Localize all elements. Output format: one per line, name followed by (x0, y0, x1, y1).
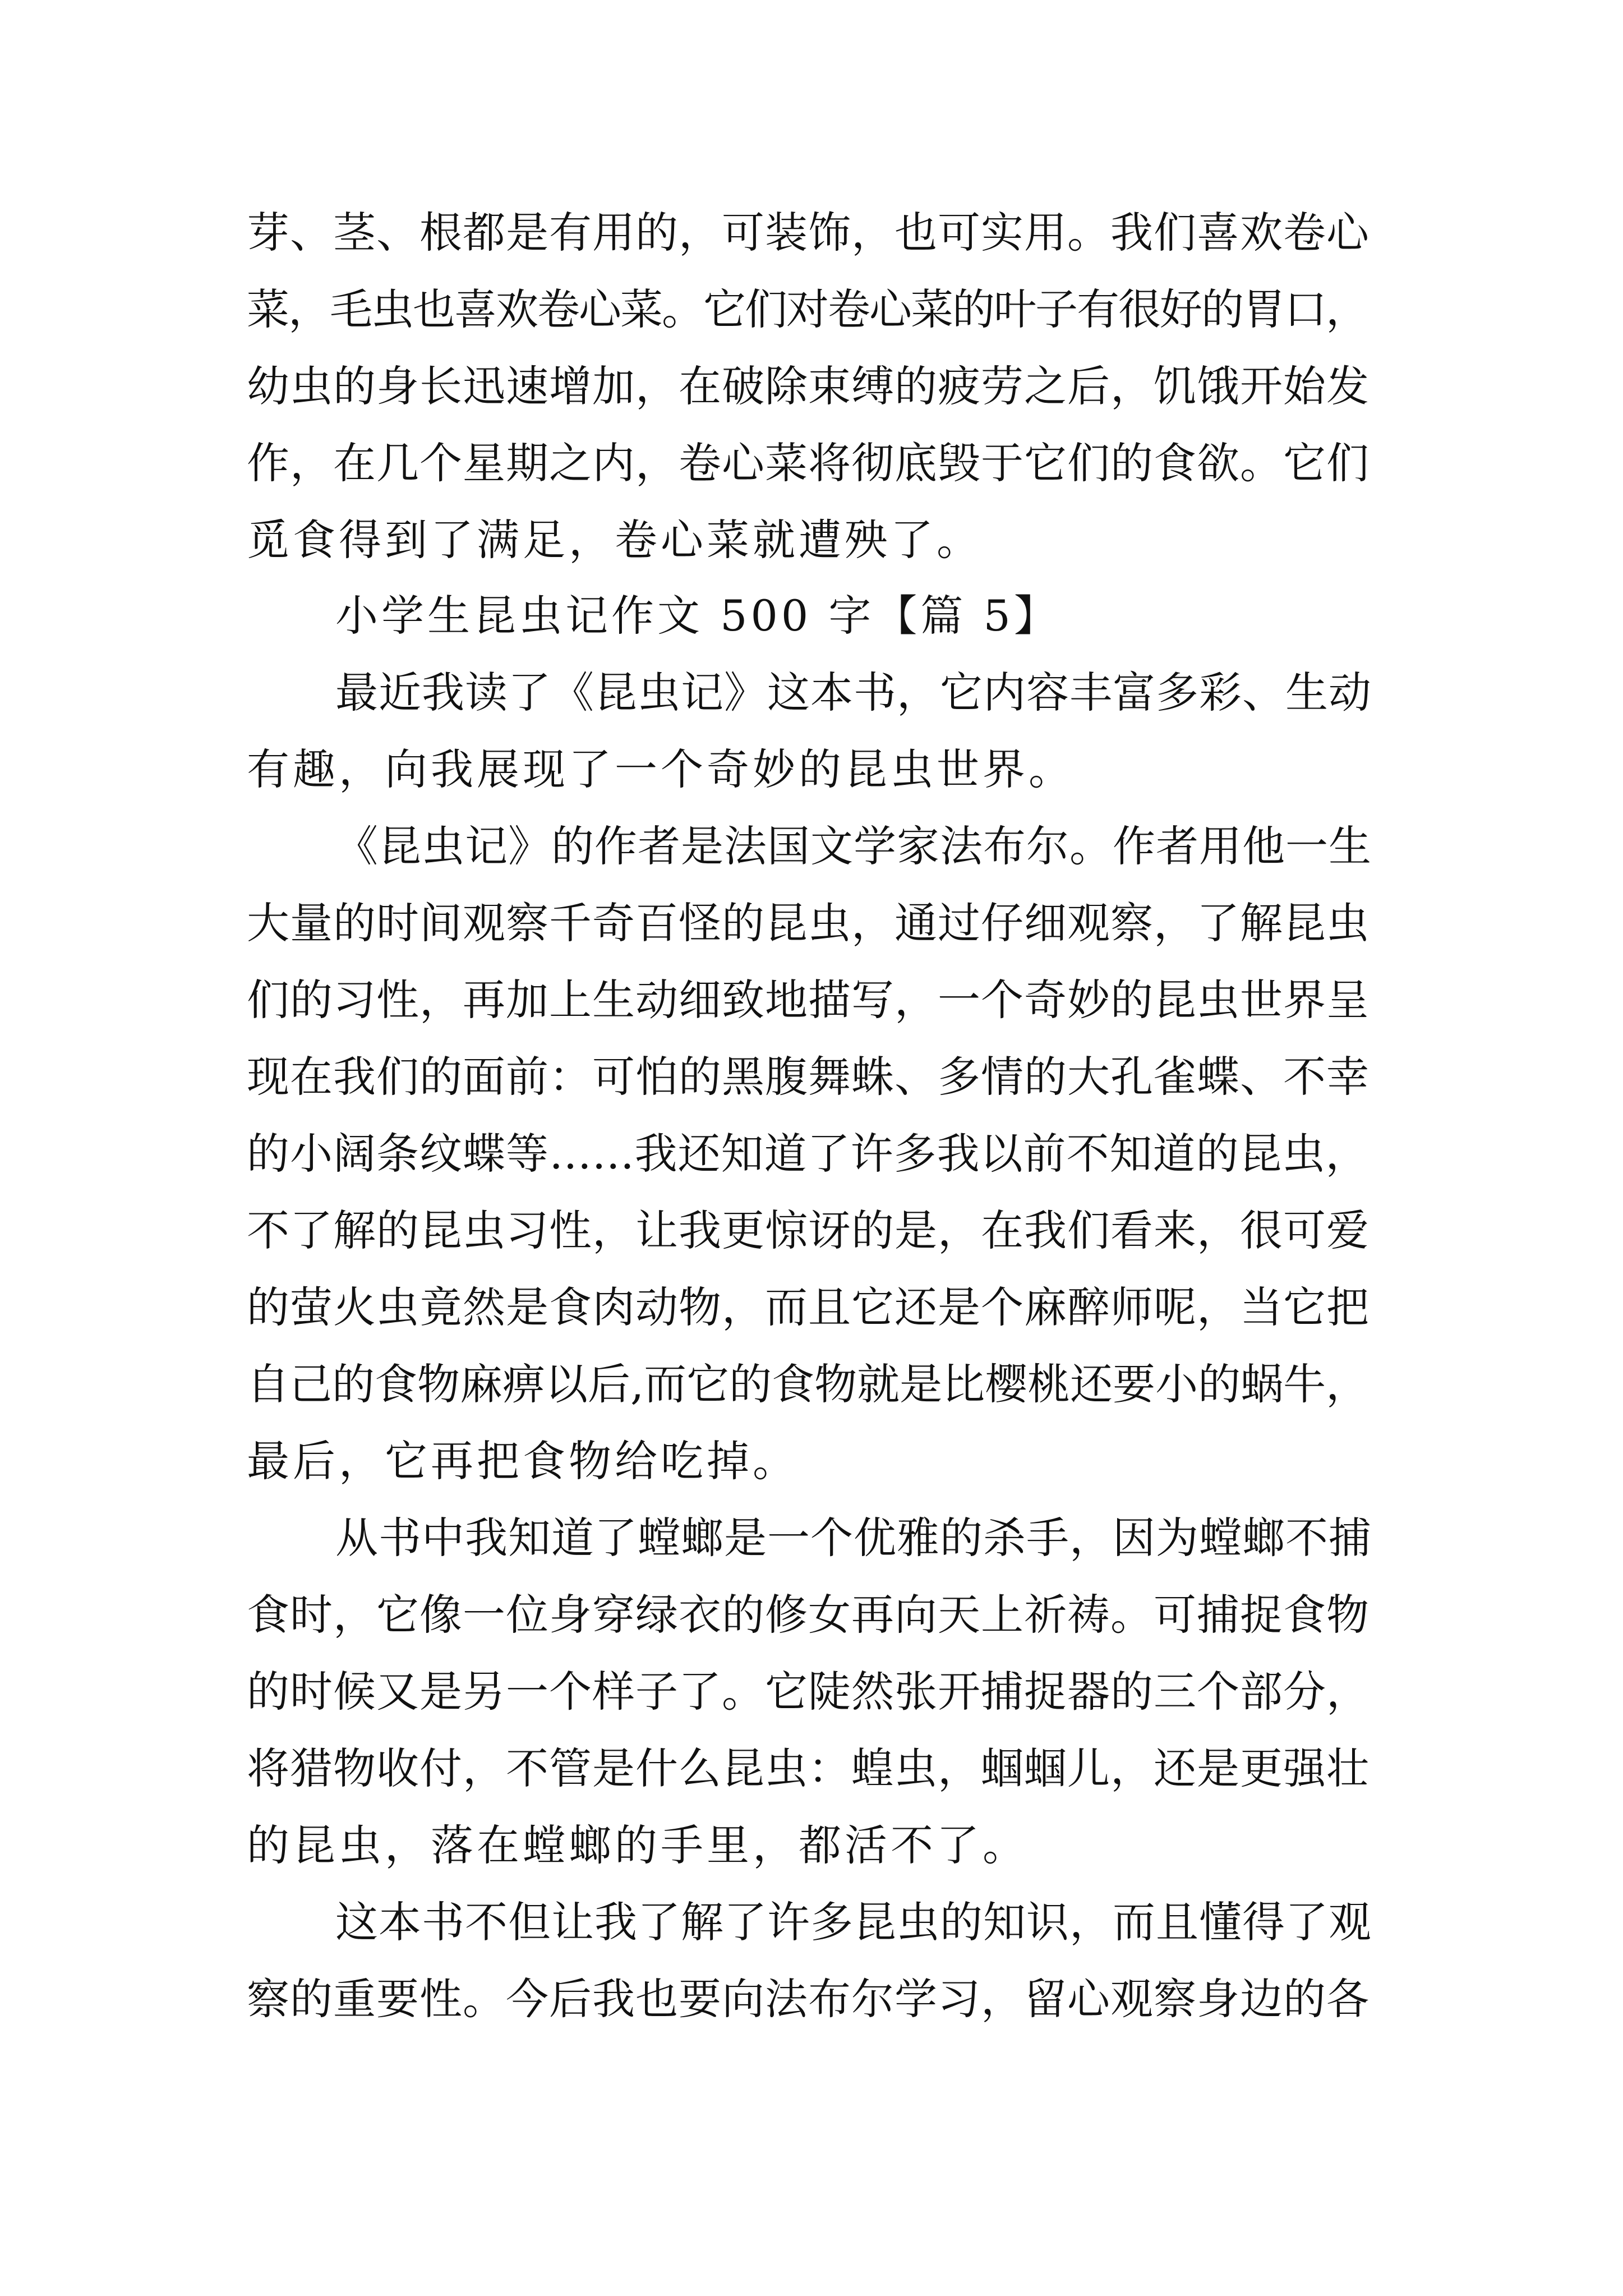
text-line: 们的习性，再加上生动细致地描写，一个奇妙的昆虫世界呈 (247, 975, 1370, 1025)
text-line: 幼虫的身长迅速增加，在破除束缚的疲劳之后，饥饿开始发 (247, 361, 1370, 411)
text-line: 将猎物收付，不管是什么昆虫：蝗虫，蝈蝈儿，还是更强壮 (247, 1743, 1370, 1793)
text-line: 这本书不但让我了解了许多昆虫的知识，而且懂得了观 (335, 1897, 1372, 1947)
text-line: 的昆虫，落在螳螂的手里，都活不了。 (247, 1820, 1029, 1870)
text-line: 从书中我知道了螳螂是一个优雅的杀手，因为螳螂不捕 (335, 1513, 1372, 1563)
text-line: 菜，毛虫也喜欢卷心菜。它们对卷心菜的叶子有很好的胃口， (247, 284, 1367, 334)
text-line: 大量的时间观察千奇百怪的昆虫，通过仔细观察，了解昆虫 (247, 898, 1370, 948)
text-line: 觅食得到了满足，卷心菜就遭殃了。 (247, 515, 983, 565)
text-line: 食时，它像一位身穿绿衣的修女再向天上祈祷。可捕捉食物 (247, 1590, 1370, 1640)
text-line: 作，在几个星期之内，卷心菜将彻底毁于它们的食欲。它们 (247, 438, 1370, 488)
text-line: 的萤火虫竟然是食肉动物，而且它还是个麻醉师呢，当它把 (247, 1282, 1370, 1332)
text-line: 的时候又是另一个样子了。它陡然张开捕捉器的三个部分， (247, 1667, 1370, 1717)
text-line: 最近我读了《昆虫记》这本书，它内容丰富多彩、生动 (335, 668, 1372, 717)
text-line: 的小阔条纹蝶等…...我还知道了许多我以前不知道的昆虫， (247, 1129, 1369, 1179)
text-line: 芽、茎、根都是有用的，可装饰，也可实用。我们喜欢卷心 (247, 208, 1370, 257)
text-line: 现在我们的面前：可怕的黑腹舞蛛、多情的大孔雀蝶、不幸 (247, 1052, 1370, 1102)
text-line: 有趣，向我展现了一个奇妙的昆虫世界。 (247, 744, 1075, 794)
text-line: 最后，它再把食物给吃掉。 (247, 1436, 799, 1486)
text-line: 自己的食物麻痹以后,而它的食物就是比樱桃还要小的蜗牛， (247, 1359, 1369, 1409)
section-heading: 小学生昆虫记作文 500 字【篇 5】 (335, 591, 1060, 641)
text-line: 《昆虫记》的作者是法国文学家法布尔。作者用他一生 (335, 821, 1372, 871)
text-line: 不了解的昆虫习性，让我更惊讶的是，在我们看来，很可爱 (247, 1205, 1370, 1255)
text-line: 察的重要性。今后我也要向法布尔学习，留心观察身边的各 (247, 1974, 1370, 2024)
